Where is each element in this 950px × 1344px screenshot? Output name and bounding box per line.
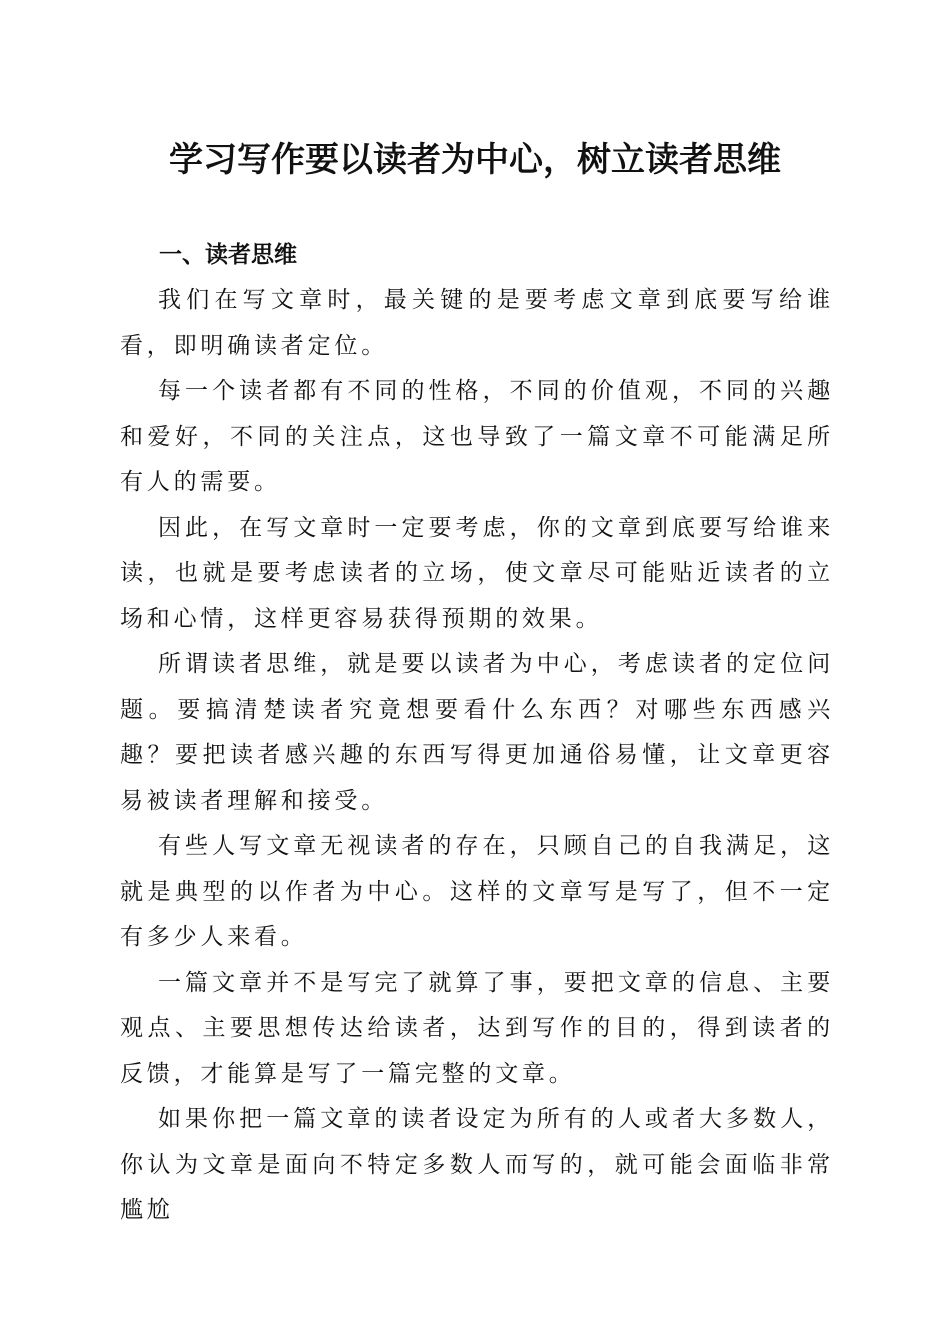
paragraph-7: 如果你把一篇文章的读者设定为所有的人或者大多数人，你认为文章是面向不特定多数人而写的，就可能会面临非常尴尬: [120, 1106, 834, 1223]
document-body: [120, 233, 834, 1234]
paragraph-1: 我们在写文章时，最关键的是要考虑文章到底要写给谁看，即明确读者定位。: [120, 287, 834, 359]
paragraph-2: 每一个读者都有不同的性格，不同的价值观，不同的兴趣和爱好，不同的关注点，这也导致了一篇文章不可能满足所有人的需要。: [120, 378, 834, 495]
paragraph-6: 一篇文章并不是写完了就算了事，要把文章的信息、主要观点、主要思想传达给读者，达到写作的目的，得到读者的反馈，才能算是写了一篇完整的文章。: [120, 969, 834, 1087]
paragraph-3: 因此，在写文章时一定要考虑，你的文章到底要写给谁来读，也就是要考虑读者的立场，使文章尽可能贴近读者的立场和心情，这样更容易获得预期的效果。: [120, 514, 834, 632]
document-title: 学习写作要以读者为中心，树立读者思维: [169, 140, 781, 180]
paragraph-5: 有些人写文章无视读者的存在，只顾自己的自我满足，这就是典型的以作者为中心。这样的文章写是写了，但不一定有多少人来看。: [120, 833, 834, 950]
section-heading: 一、读者思维: [159, 242, 297, 268]
paragraph-4: 所谓读者思维，就是要以读者为中心，考虑读者的定位问题。要搞清楚读者究竟想要看什么东西？对哪些东西感兴趣？要把读者感兴趣的东西写得更加通俗易懂，让文章更容易被读者理解和接受。: [120, 651, 834, 814]
